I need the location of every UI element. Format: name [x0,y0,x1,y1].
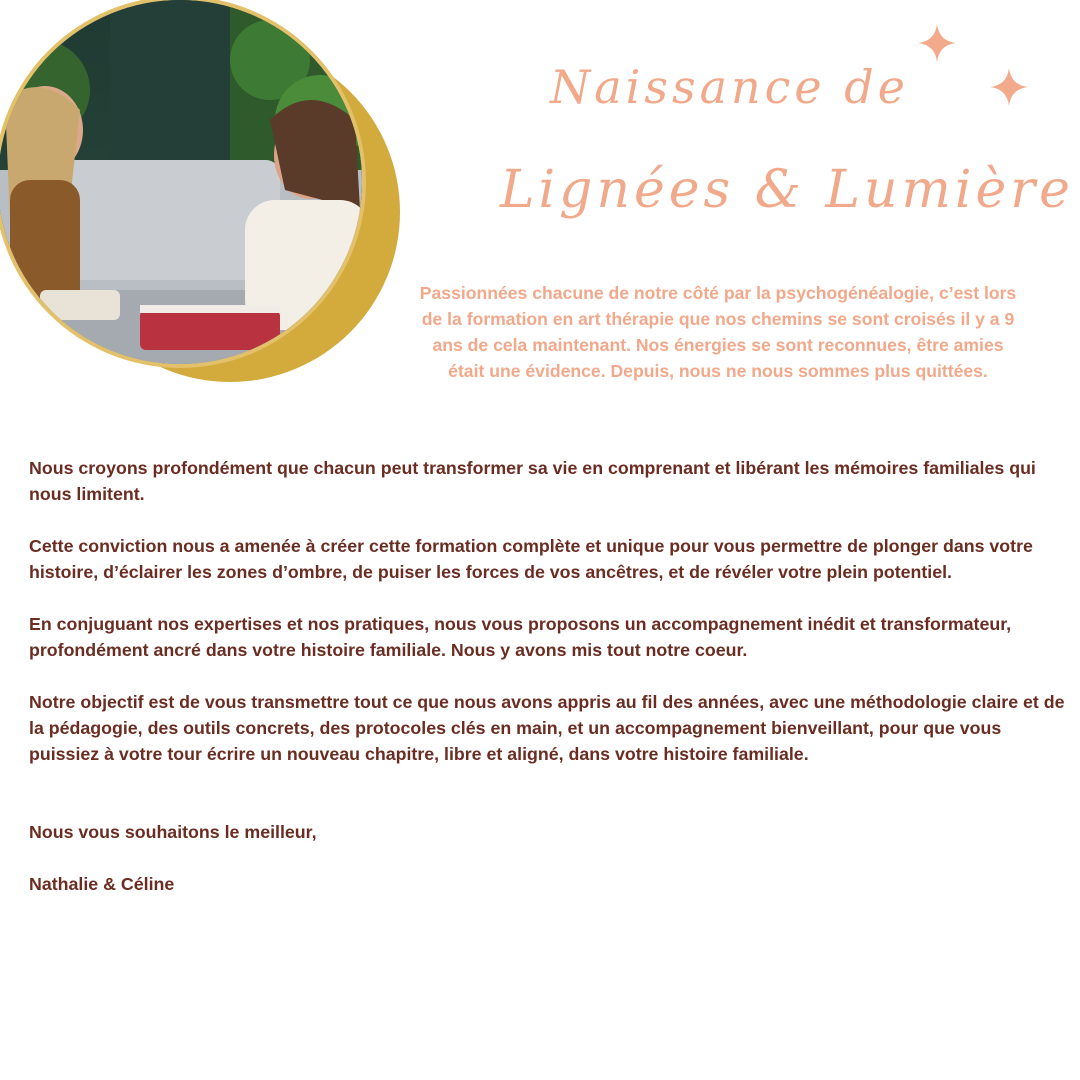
signature: Nathalie & Céline [29,874,175,894]
intro-text: Passionnées chacune de notre côté par la psychogénéalogie, c’est lors de la formation en art thérapie que nos chemins se sont croisés il y a 9 ans de cela maintenant. Nos énergies se sont reconnues, être amies était une évidence. Depuis, nous ne nous sommes plus quittées. [419,283,1017,381]
sparkle-icon [918,24,956,62]
sparkle-icon [990,68,1028,106]
title-line-2: Lignées & Lumière [500,160,1074,220]
body-text [29,455,1074,897]
paragraph: Nous croyons profondément que chacun peut transformer sa vie en comprenant et libérant les mémoires familiales qui nous limitent. [29,458,1036,504]
closing-line: Nous vous souhaitons le meilleur, [29,822,317,842]
paragraph: Cette conviction nous a amenée à créer cette formation complète et unique pour vous permettre de plonger dans votre histoire, d’éclairer les zones d’ombre, de puiser les forces de vos ancêtres, et de révéler votre plein potentiel. [29,536,1033,582]
paragraph: Notre objectif est de vous transmettre tout ce que nous avons appris au fil des années, avec une méthodologie claire et de la pédagogie, des outils concrets, des protocoles clés en main, et un accompagnement bienveillant, pour que vous puissiez à votre tour écrire un nouveau chapitre, libre et aligné, dans votre histoire familiale. [29,692,1065,764]
photo-illustration [0,0,410,390]
photo-frame [0,0,410,390]
paragraph: En conjuguant nos expertises et nos pratiques, nous vous proposons un accompagnement inédit et transformateur, profondément ancré dans votre histoire familiale. Nous y avons mis tout notre coeur. [29,614,1012,660]
title-line-1: Naissance de [550,60,909,114]
